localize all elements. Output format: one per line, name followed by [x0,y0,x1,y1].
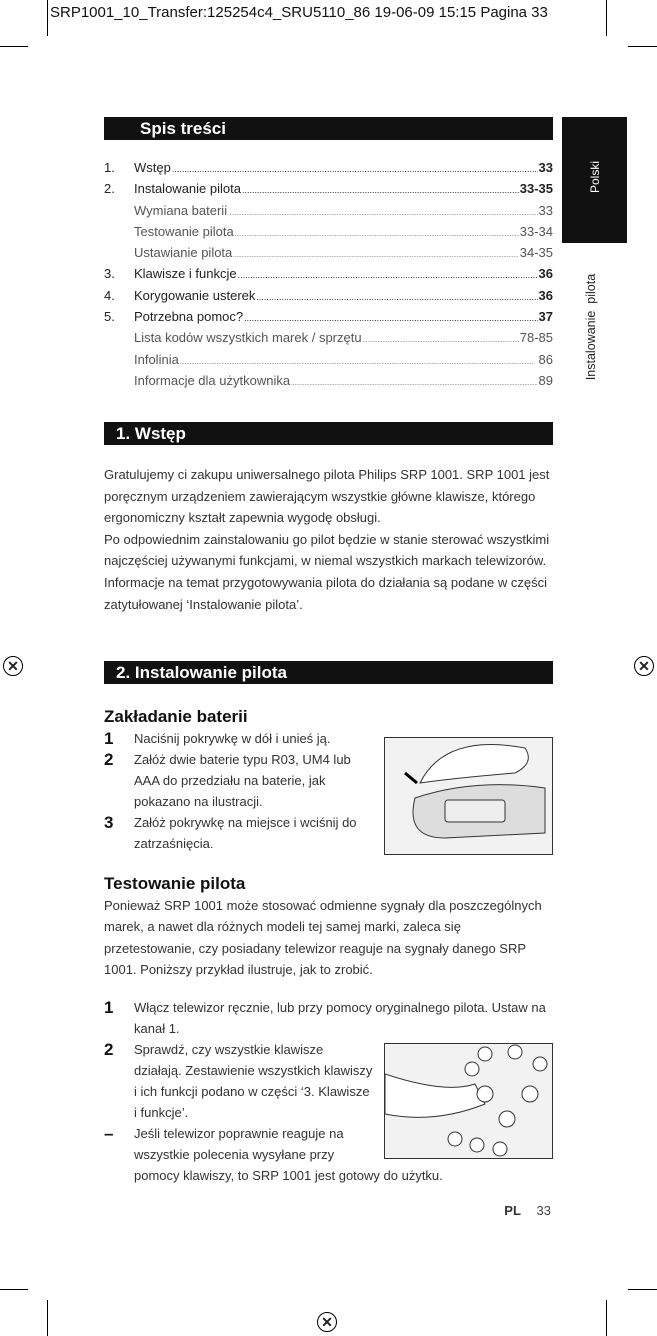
toc-page: 89 [538,372,553,388]
toc-label: Klawisze i funkcje [134,266,237,282]
step-item [104,728,553,749]
toc-leader-dots [244,313,537,323]
toc-leader-dots [238,270,538,280]
toc-label: Informacje dla użytkownika [134,372,291,388]
step-number: – [104,1123,114,1143]
testing-intro: Ponieważ SRP 1001 może stosować odmienne sygnały dla poszczególnych marek, a nawet dla różnych modeli tej samej marki, zaleca się przetestowanie, czy posiadany telewizor reaguje na sygnały danego SRP 1001. Poniższy przykład ilustruje, jak to zrobić. [104,898,542,978]
step-number: 2 [104,1039,114,1059]
toc-leader-dots [242,185,519,195]
toc-leader-dots [228,211,537,217]
section-title: 1. Wstęp [116,424,186,443]
toc-page: 33-35 [519,181,553,197]
registration-mark-icon: ✕ [634,656,654,676]
step-text: Załóż dwie baterie typu R03, UM4 lub AAA do przedziału na baterie, jak pokazano na ilustracji. [134,752,351,809]
toc-entry[interactable] [104,373,553,394]
section-tab-label: Instalowanie pilota [584,273,598,381]
toc-page: 36 [538,266,553,282]
toc-number: 1. [104,160,115,175]
install-content [104,706,553,1221]
footer-lang: PL [504,1202,521,1218]
step-item [104,812,553,854]
toc-page: 33-34 [519,223,553,239]
step-number: 1 [104,729,114,748]
step-item [104,1123,553,1186]
crop-mark [606,1300,607,1336]
toc-entry[interactable] [104,266,553,287]
page-number: 33 [536,1202,551,1218]
subheading-batteries: Zakładanie baterii [104,707,248,726]
toc-label: Infolinia [134,351,179,367]
section-bar-install [104,661,553,684]
crop-mark [0,1289,28,1290]
battery-steps [104,728,553,854]
toc-entry[interactable] [104,330,553,351]
toc-label: Korygowanie usterek [134,287,256,303]
toc-label: Lista kodów wszystkich marek / sprzętu [134,330,362,346]
toc-page: 33 [538,160,553,175]
crop-mark [628,46,657,47]
toc-page: 34-35 [519,245,553,261]
language-tab [562,117,627,243]
step-number: 3 [104,813,114,832]
toc-leader-dots [233,253,518,259]
toc-leader-dots [235,232,519,238]
crop-mark [0,46,28,47]
step-text: Sprawdź, czy wszystkie klawisze działają. Zestawienie wszystkich klawiszy i ich funkcji podano w części ‘3. Klawisze i funkcje’. [134,1041,373,1120]
toc-title: Spis treści [140,119,226,138]
toc-number: 5. [104,309,115,325]
toc-entry[interactable] [104,288,553,309]
subheading-testing: Testowanie pilota [104,874,246,893]
toc-entry[interactable] [104,181,553,202]
step-text: Naciśnij pokrywkę w dół i unieś ją. [134,731,331,746]
language-tab-label: Polski [587,160,602,194]
toc-page: 36 [538,287,553,303]
table-of-contents [104,160,553,394]
toc-label: Wymiana baterii [134,202,228,218]
toc-entry[interactable] [104,160,553,181]
intro-text [104,464,556,615]
step-number: 2 [104,750,114,769]
crop-mark [47,1300,48,1336]
toc-page: 33 [538,202,553,218]
toc-leader-dots [291,381,537,387]
toc-entry[interactable] [104,352,553,373]
toc-entry[interactable] [104,309,553,330]
toc-label: Testowanie pilota [134,223,234,239]
toc-label: Instalowanie pilota [134,181,241,197]
step-item [104,1039,553,1123]
toc-title-bar [104,117,553,140]
crop-mark [47,0,48,36]
step-text: Jeśli telewizor poprawnie reaguje na wszystkie polecenia wysyłane przy pomocy klawiszy, to SRP 1001 jest gotowy do użytku. [134,1125,443,1183]
section-title: 2. Instalowanie pilota [116,663,287,682]
step-number: 1 [104,997,114,1017]
toc-entry[interactable] [104,245,553,266]
crop-mark [606,0,607,36]
step-text: Włącz telewizor ręcznie, lub przy pomocy oryginalnego pilota. Ustaw na kanał 1. [134,999,546,1036]
toc-page: 86 [538,351,553,367]
toc-leader-dots [172,164,538,174]
toc-leader-dots [256,292,537,302]
testing-steps [104,997,553,1186]
registration-mark-icon: ✕ [317,1312,337,1332]
page-footer [104,1200,553,1221]
toc-entry[interactable] [104,203,553,224]
toc-number: 3. [104,266,115,282]
crop-mark [628,1289,657,1290]
intro-paragraph: Po odpowiednim zainstalowaniu go pilot będzie w stanie sterować wszystkimi najczęściej używanymi funkcjami, w niemal wszystkich markach telewizorów. Informacje na temat przygotowywania pilota do działania są podane w części zatytułowanej ‘Instalowanie pilota’. [104,531,550,612]
step-text: Załóż pokrywkę na miejsce i wciśnij do zatrzaśnięcia. [134,815,357,851]
intro-paragraph: Gratulujemy ci zakupu uniwersalnego pilota Philips SRP 1001. SRP 1001 jest poręcznym urządzeniem zawierającym wszystkie główne klawisze, którego ergonomiczny kształt zapewnia wygodę obsługi. [104,467,550,526]
toc-leader-dots [363,338,519,344]
toc-number: 2. [104,181,115,197]
section-bar-intro [104,422,553,445]
step-item [104,749,553,812]
step-item [104,997,553,1039]
toc-leader-dots [180,360,538,366]
toc-label: Wstęp [134,160,171,175]
toc-page: 37 [538,309,553,325]
toc-page: 78-85 [519,330,553,346]
toc-label: Ustawianie pilota [134,245,233,261]
toc-label: Potrzebna pomoc? [134,309,244,325]
toc-number: 4. [104,287,115,303]
toc-entry[interactable] [104,224,553,245]
registration-mark-icon: ✕ [3,656,23,676]
print-slug: SRP1001_10_Transfer:125254c4_SRU5110_86 19-06-09 15:15 Pagina 33 [50,4,548,21]
